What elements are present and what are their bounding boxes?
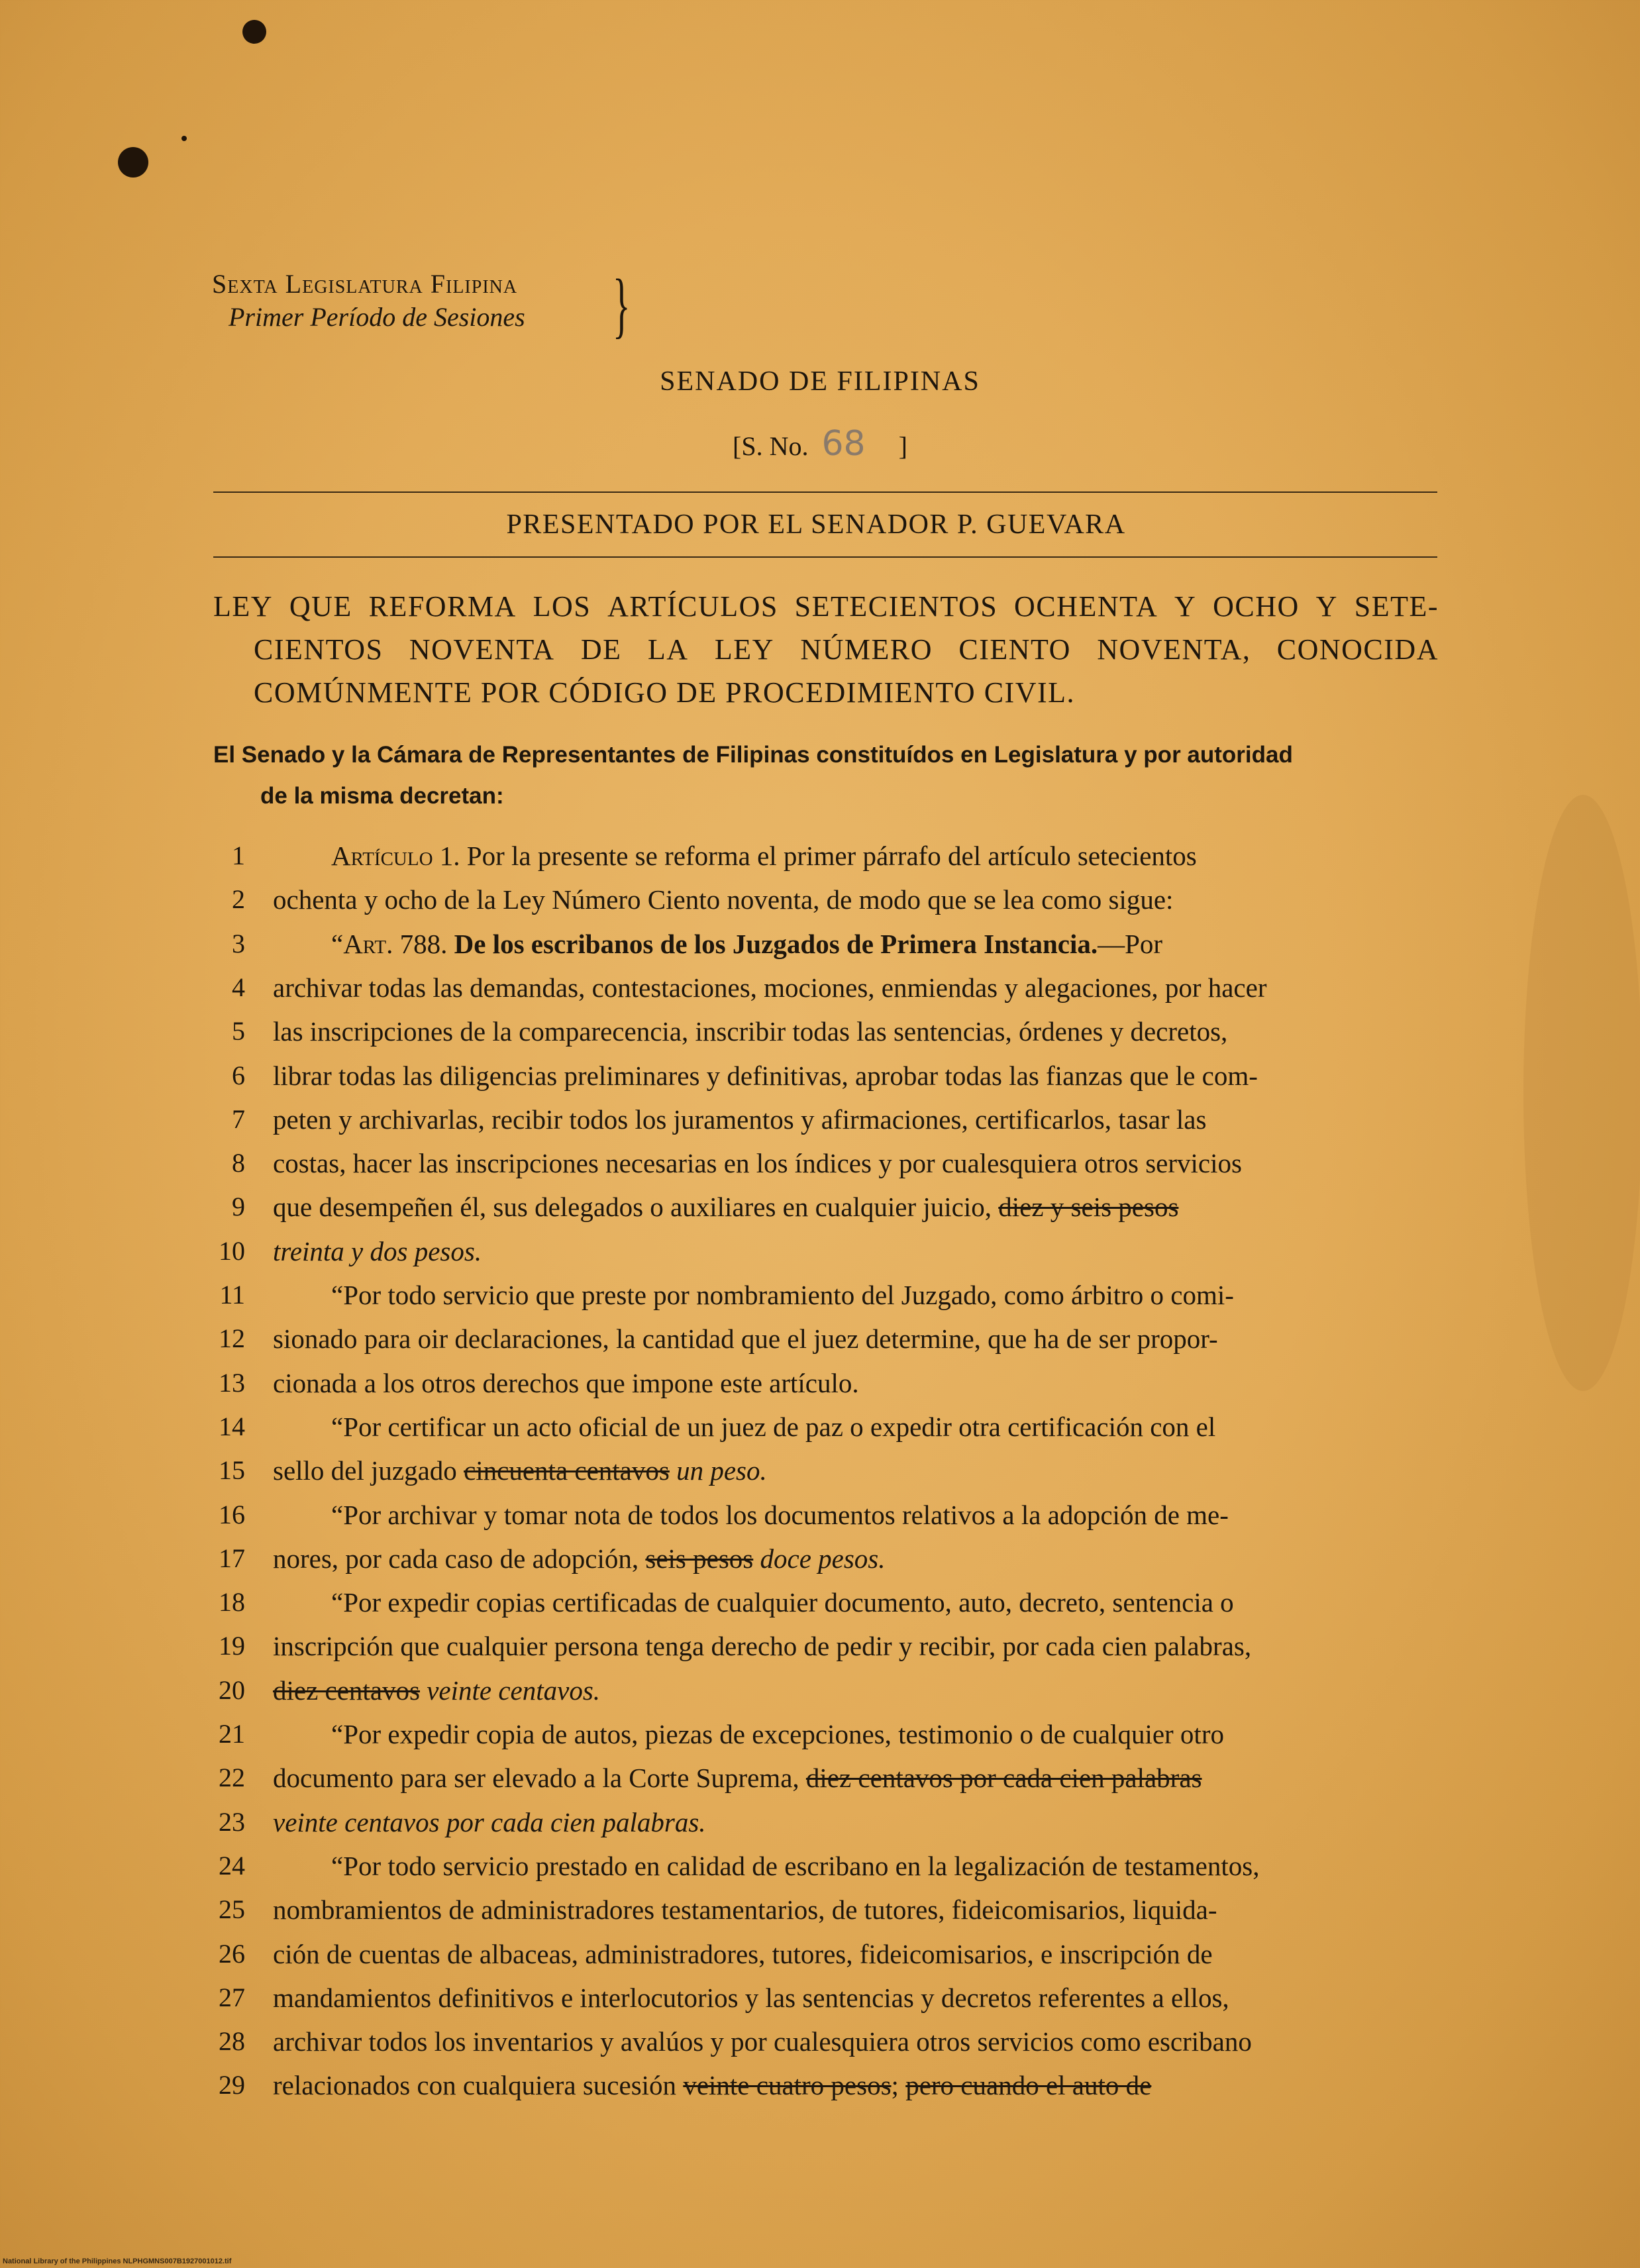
text-run: librar todas las diligencias preliminares y definitivas, aprobar todas las fianzas que le com- [273,1060,1258,1091]
body-line [273,1367,1439,1399]
rule-top [213,491,1437,493]
body-line [331,1586,1439,1618]
ink-stain [181,136,187,141]
body-line [273,1235,1439,1267]
bill-close: ] [898,431,907,461]
bill-title-line-3: COMÚNMENTE POR CÓDIGO DE PROCEDIMIENTO CIVIL. [254,676,1076,709]
line-number: 14 [219,1412,245,1441]
body-line [273,2026,1439,2057]
line-number: 5 [232,1016,245,1046]
title-word: LEY [714,633,774,666]
line-number: 26 [219,1939,245,1969]
body-line [273,1147,1439,1179]
line-number: 22 [219,1763,245,1792]
struck-text: pero cuando el auto de [905,2070,1152,2100]
rule-bottom [213,556,1437,558]
title-word: OCHO [1213,590,1300,623]
text-run: que desempeñen él, sus delegados o auxiliares en cualquier juicio, [273,1192,999,1222]
bill-title-line-2 [254,633,1439,666]
text-run: nores, por cada caso de adopción, [273,1543,646,1574]
line-number: 21 [219,1719,245,1749]
title-word: SETE- [1354,590,1439,623]
struck-text: seis pesos [645,1543,754,1574]
text-run: . 788. [386,929,454,959]
line-number: 16 [219,1500,245,1529]
line-number: 3 [232,929,245,958]
line-number: 12 [219,1323,245,1353]
body-line [331,1279,1439,1311]
body-line [273,1894,1439,1926]
legislature-line: Sexta Legislatura Filipina [212,269,518,299]
title-word: Y [1315,590,1338,623]
line-number: 7 [232,1104,245,1134]
title-word: NÚMERO [800,633,933,666]
body-line [331,1850,1439,1882]
body-line [273,1015,1439,1047]
title-word: OCHENTA [1014,590,1158,623]
title-word: CIENTO [958,633,1071,666]
title-word: DE [580,633,622,666]
bill-number [0,424,1640,464]
text-run: las inscripciones de la comparecencia, inscribir todas las sentencias, órdenes y decretos, [273,1016,1228,1047]
archive-footer: National Library of the Philippines NLPHGMNS007B1927001012.tif [3,2257,232,2265]
line-number: 1 [232,841,245,870]
struck-text: veinte cuatro pesos [683,2070,892,2100]
line-number: 24 [219,1851,245,1881]
line-number: 15 [219,1455,245,1485]
text-run: ; [891,2070,906,2100]
text-run [753,1543,760,1574]
text-run [670,1455,676,1486]
line-number: 9 [232,1192,245,1221]
title-word: ARTÍCULOS [607,590,778,623]
text-run: archivar todas las demandas, contestaciones, mociones, enmiendas y alegaciones, por hacer [273,972,1267,1003]
body-line [331,1411,1439,1443]
text-run: mandamientos definitivos e interlocutorios y las sentencias y decretos referentes a ellos, [273,1983,1229,2013]
title-word: NOVENTA [409,633,555,666]
text-run: costas, hacer las inscripciones necesarias en los índices y por cualesquiera otros servicios [273,1148,1242,1178]
text-run: “Por certificar un acto oficial de un juez de paz o expedir otra certificación con el [331,1412,1216,1442]
enacting-clause-line-1: El Senado y la Cámara de Representantes de Filipinas constituídos en Legislatura y por autoridad [213,742,1293,768]
line-number: 23 [219,1807,245,1837]
session-line: Primer Período de Sesiones [229,302,525,332]
line-number: 25 [219,1894,245,1924]
line-number: 6 [232,1060,245,1090]
amended-text: veinte centavos por cada cien palabras. [273,1807,706,1837]
line-number: 13 [219,1368,245,1398]
text-run: Artículo [331,841,433,871]
line-number: 8 [232,1148,245,1178]
body-line [331,840,1439,872]
body-line [273,1630,1439,1662]
body-line [273,1675,1439,1706]
amended-text: doce pesos. [760,1543,886,1574]
line-number: 27 [219,1983,245,2012]
ink-stain [242,20,266,44]
body-line [273,972,1439,1004]
text-run: De los escribanos de los Juzgados de Primera Instancia. [454,929,1098,959]
body-line [331,1499,1439,1531]
paper-stain [1523,795,1640,1391]
struck-text: diez centavos [273,1675,420,1706]
text-run: “ [331,929,344,959]
body-line [273,1762,1439,1794]
title-word: Y [1174,590,1197,623]
line-number: 18 [219,1587,245,1617]
text-run: 1. Por la presente se reforma el primer párrafo del artículo setecientos [433,841,1197,871]
line-number: 28 [219,2026,245,2056]
line-number: 4 [232,972,245,1002]
enacting-clause-line-2: de la misma decretan: [260,783,504,809]
bill-number-handwritten: 68 [821,424,866,464]
struck-text: diez centavos por cada cien palabras [805,1763,1202,1793]
text-run: ción de cuentas de albaceas, administradores, tutores, fideicomisarios, e inscripción de [273,1939,1213,1969]
text-run: “Por todo servicio prestado en calidad de escribano en la legalización de testamentos, [331,1851,1260,1881]
text-run: “Por todo servicio que preste por nombramiento del Juzgado, como árbitro o comi- [331,1280,1234,1310]
body-line [331,1718,1439,1750]
body-line [273,1982,1439,2014]
text-run: “Por expedir copia de autos, piezas de excepciones, testimonio o de cualquier otro [331,1719,1224,1749]
body-line [273,1323,1439,1355]
text-run: sionado para oir declaraciones, la cantidad que el juez determine, que ha de ser propor- [273,1323,1218,1354]
text-run: “Por expedir copias certificadas de cualquier documento, auto, decreto, sentencia o [331,1587,1234,1618]
text-run: inscripción que cualquier persona tenga derecho de pedir y recibir, por cada cien palabras, [273,1631,1252,1661]
title-word: LA [647,633,689,666]
line-number: 11 [219,1280,245,1310]
body-line [331,928,1439,960]
bill-prefix: [S. No. [733,431,809,461]
body-line [273,1543,1439,1574]
amended-text: treinta y dos pesos. [273,1236,482,1266]
body-line [273,884,1439,915]
title-word: SETECIENTOS [794,590,998,623]
text-run [420,1675,427,1706]
text-run: peten y archivarlas, recibir todos los juramentos y afirmaciones, certificarlos, tasar las [273,1104,1207,1135]
title-word: LEY [213,590,274,623]
bill-title-line-1 [213,590,1439,623]
amended-text: veinte centavos. [427,1675,601,1706]
title-word: REFORMA [368,590,517,623]
body-line [273,1191,1439,1223]
body-line [273,1060,1439,1092]
text-run: documento para ser elevado a la Corte Suprema, [273,1763,806,1793]
presenter-line: PRESENTADO POR EL SENADOR P. GUEVARA [506,509,1126,540]
body-line [273,1455,1439,1486]
body-line [273,2069,1439,2101]
line-number: 19 [219,1631,245,1661]
chamber-title: SENADO DE FILIPINAS [660,366,980,397]
title-word: NOVENTA, [1097,633,1251,666]
line-number: 20 [219,1675,245,1705]
title-word: CONOCIDA [1276,633,1439,666]
text-run: “Por archivar y tomar nota de todos los documentos relativos a la adopción de me- [331,1500,1229,1530]
body-line [273,1104,1439,1135]
brace: } [613,264,631,345]
ink-stain [118,147,148,178]
text-run: archivar todos los inventarios y avalúos y por cualesquiera otros servicios como escribano [273,2026,1252,2057]
title-word: LOS [533,590,591,623]
struck-text: diez y seis pesos [998,1192,1179,1222]
text-run: ochenta y ocho de la Ley Número Ciento noventa, de modo que se lea como sigue: [273,884,1174,915]
struck-text: cincuenta centavos [464,1455,670,1486]
line-number: 10 [219,1236,245,1266]
text-run: nombramientos de administradores testamentarios, de tutores, fideicomisarios, liquida- [273,1894,1217,1925]
text-run: cionada a los otros derechos que impone este artículo. [273,1368,859,1398]
line-number: 17 [219,1543,245,1573]
body-line [273,1938,1439,1970]
title-word: QUE [289,590,352,623]
text-run: relacionados con cualquiera sucesión [273,2070,684,2100]
body-line [273,1806,1439,1838]
text-run: —Por [1098,929,1163,959]
line-number: 29 [219,2070,245,2100]
title-word: CIENTOS [254,633,384,666]
text-run: Art [343,929,387,959]
text-run: sello del juzgado [273,1455,464,1486]
amended-text: un peso. [676,1455,767,1486]
line-number: 2 [232,884,245,914]
